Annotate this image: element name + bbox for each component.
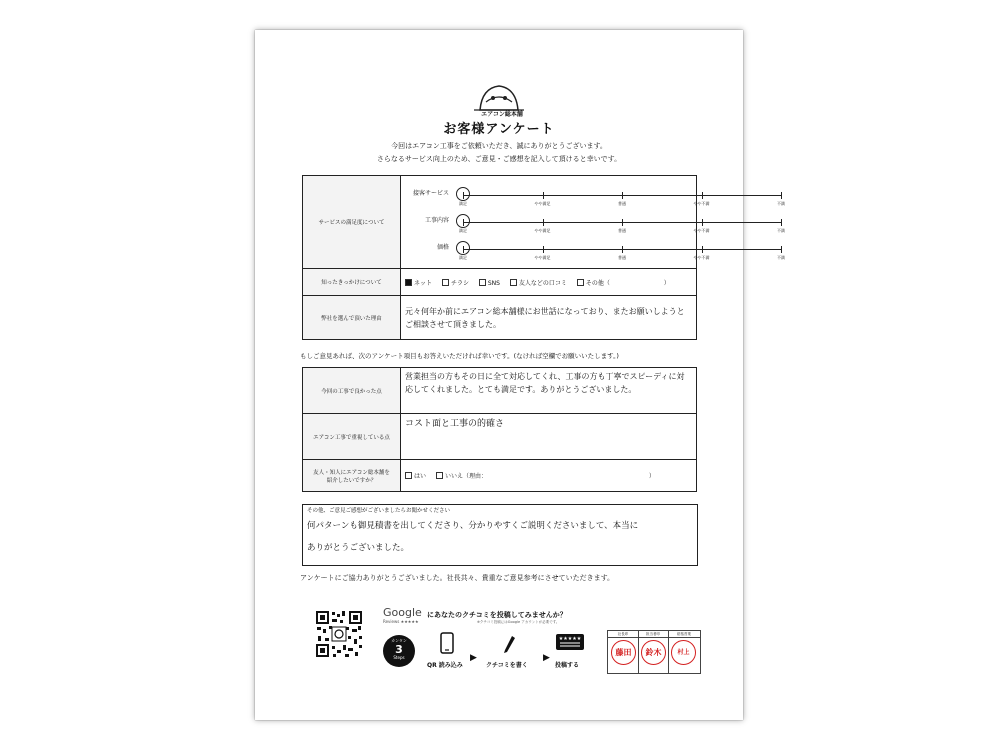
survey-table-optional bbox=[302, 367, 697, 492]
stamp-staff: 担当者印 鈴木 bbox=[638, 631, 669, 673]
approval-stamps bbox=[607, 630, 701, 674]
reason-answer-text: 元々何年か前にエアコン総本舗様にお世話になっており、またお願いしようと ご相談させて頂きました。 bbox=[405, 306, 685, 329]
source-option-sns[interactable]: SNS bbox=[479, 279, 500, 287]
tick-label: 普通 bbox=[618, 228, 626, 233]
checkbox-icon bbox=[405, 279, 412, 286]
logo-text: エアコン総本舗 bbox=[481, 111, 523, 118]
arrow-right-icon: ▶ bbox=[543, 653, 550, 663]
checkbox-icon bbox=[442, 279, 449, 286]
referral-label: 友人・知人にエアコン総本舗を 紹介したいですか？ bbox=[303, 460, 401, 492]
tick-label: 不満 bbox=[777, 255, 785, 260]
checkbox-icon bbox=[577, 279, 584, 286]
intro-line-2: さらなるサービス向上のため、ご意見・ご感想を記入して頂けると幸いです。 bbox=[376, 155, 622, 163]
checkbox-icon bbox=[405, 472, 412, 479]
source-options bbox=[401, 269, 697, 296]
stamp-sales-manager: 総括営業 村上 bbox=[668, 631, 700, 673]
svg-text:★★★★★: ★★★★★ bbox=[558, 636, 582, 642]
scale-row-work bbox=[405, 213, 785, 233]
satisfaction-label: サービスの満足度について bbox=[303, 176, 401, 269]
scale-label: 価格 bbox=[436, 244, 449, 251]
source-option-net[interactable]: ネット bbox=[405, 278, 432, 287]
review-post-icon bbox=[555, 633, 585, 653]
good-points-label: 今回の工事で良かった点 bbox=[303, 368, 401, 414]
tick-label: やや不満 bbox=[693, 201, 710, 206]
referral-no[interactable]: いいえ（理由： bbox=[436, 471, 487, 480]
referral-yes[interactable]: はい bbox=[405, 471, 426, 480]
priority-label: エアコン工事で重視している点 bbox=[303, 414, 401, 460]
tick-label: やや満足 bbox=[534, 255, 551, 260]
optional-note: もしご意見あれば、次のアンケート項目もお答えいただければ幸いです。(なければ空欄でお願いいたします。) bbox=[300, 352, 619, 360]
checkbox-icon bbox=[436, 472, 443, 479]
step-3-label: 投稿する bbox=[555, 662, 580, 669]
google-reviews: Reviews ★★★★★ bbox=[383, 619, 419, 624]
step-2-label: クチコミを書く bbox=[486, 662, 528, 669]
scale-line bbox=[459, 195, 785, 206]
scale-label: 工事内容 bbox=[424, 217, 449, 224]
good-points-answer[interactable] bbox=[401, 368, 697, 414]
seal-icon: 藤田 bbox=[611, 640, 636, 665]
free-comment-text: 何パターンも御見積書を出してくださり、分かりやすくご説明くださいまして、本当に ありがとうございました。 bbox=[307, 521, 639, 553]
scale-row-price bbox=[405, 240, 785, 260]
seal-icon: 村上 bbox=[671, 640, 696, 665]
source-option-other[interactable]: その他（ bbox=[577, 278, 610, 287]
tick-label: やや満足 bbox=[534, 228, 551, 233]
referral-options bbox=[401, 460, 697, 492]
google-question: にあなたのクチコミを投稿してみませんか？ bbox=[427, 611, 567, 619]
tick-label: 満足 bbox=[459, 228, 467, 233]
source-label: 知ったきっかけについて bbox=[303, 269, 401, 296]
seal-icon: 鈴木 bbox=[641, 640, 666, 665]
survey-table-main bbox=[302, 175, 785, 340]
checkbox-icon bbox=[479, 279, 486, 286]
survey-sheet bbox=[255, 30, 785, 720]
google-account-note: ※クチコミ投稿にはGoogle アカウントが必要です。 bbox=[477, 620, 560, 624]
tick-label: 普通 bbox=[618, 201, 626, 206]
satisfaction-scales bbox=[401, 176, 785, 268]
referral-close-paren: ） bbox=[648, 473, 655, 480]
source-option-word-of-mouth[interactable]: 友人などの口コミ bbox=[510, 278, 567, 287]
scale-label: 接客サービス bbox=[412, 190, 449, 197]
thanks-message: アンケートにご協力ありがとうございました。社長共々、貴重なご意見参考にさせていただきます。 bbox=[300, 574, 615, 582]
priority-answer[interactable] bbox=[401, 414, 697, 460]
tick-label: 満足 bbox=[459, 201, 467, 206]
step-1-label: QR 読み込み bbox=[427, 662, 463, 669]
source-option-flyer[interactable]: チラシ bbox=[442, 278, 469, 287]
smartphone-icon bbox=[439, 632, 455, 654]
tick-label: やや不満 bbox=[693, 255, 710, 260]
stamp-president: 社長印 藤田 bbox=[608, 631, 639, 673]
scale-line bbox=[459, 249, 785, 260]
reason-answer[interactable] bbox=[401, 296, 697, 340]
google-logo: Google bbox=[383, 606, 422, 619]
scale-row-service bbox=[405, 186, 785, 206]
free-comment-heading: その他、ご意見ご感想がございましたらお聞かせください bbox=[307, 508, 451, 514]
reason-label: 弊社を選んで頂いた理由 bbox=[303, 296, 401, 340]
tick-label: 普通 bbox=[618, 255, 626, 260]
tick-label: やや不満 bbox=[693, 228, 710, 233]
free-comment-box[interactable] bbox=[302, 504, 698, 566]
three-steps-badge: カンタン 3 Steps bbox=[383, 635, 415, 667]
arrow-right-icon: ▶ bbox=[470, 653, 477, 663]
good-points-answer-text: 営業担当の方もその日に全て対応してくれ、工事の方も丁寧でスピーディに対 応してくれました。とても満足です。ありがとうございました。 bbox=[405, 372, 685, 394]
tick-label: 満足 bbox=[459, 255, 467, 260]
tick-label: 不満 bbox=[777, 201, 785, 206]
satisfaction-cell bbox=[401, 176, 785, 269]
tick-label: やや満足 bbox=[534, 201, 551, 206]
page-title: お客様アンケート bbox=[443, 122, 555, 137]
qr-code-icon[interactable] bbox=[315, 610, 363, 658]
checkbox-icon bbox=[510, 279, 517, 286]
priority-answer-text: コスト面と工事の的確さ bbox=[405, 419, 505, 429]
pen-icon bbox=[501, 632, 517, 654]
intro-line-1: 今回はエアコン工事をご依頼いただき、誠にありがとうございます。 bbox=[391, 142, 607, 150]
scale-line bbox=[459, 222, 785, 233]
tick-label: 不満 bbox=[777, 228, 785, 233]
source-close-paren: ） bbox=[663, 279, 670, 287]
